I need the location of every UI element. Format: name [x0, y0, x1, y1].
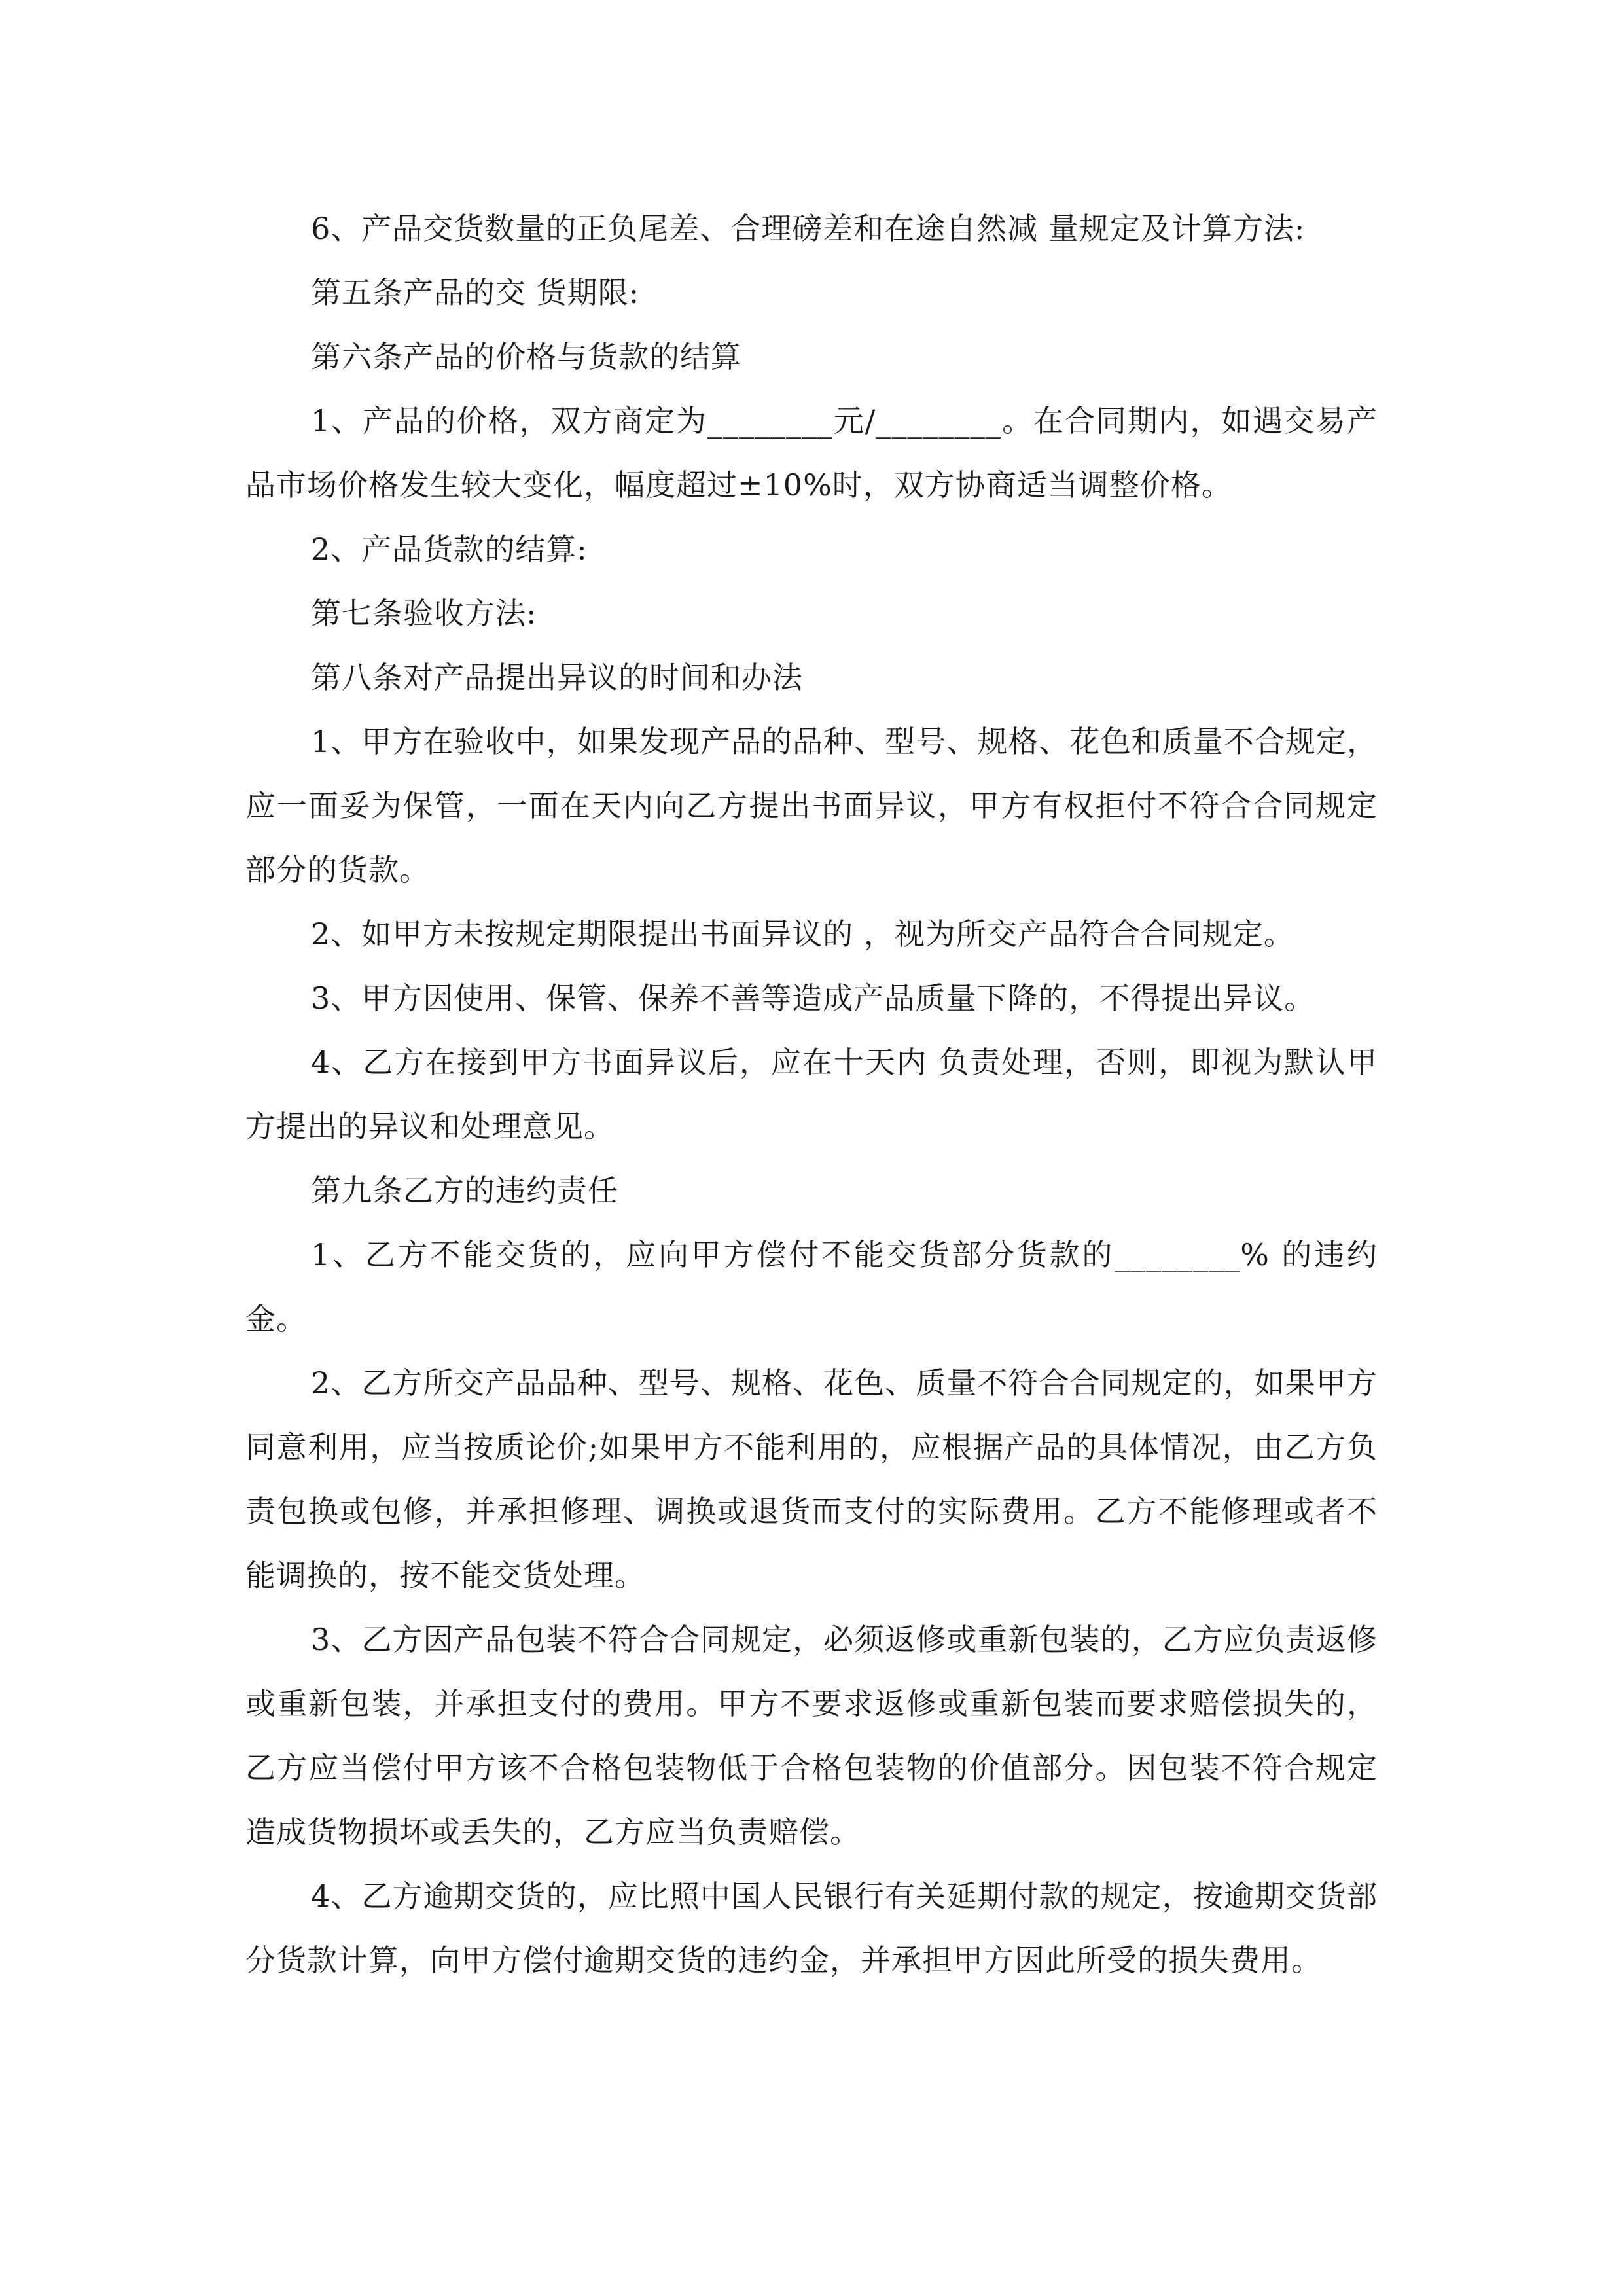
- paragraph-liability-3: 3、乙方因产品包装不符合合同规定，必须返修或重新包装的，乙方应负责返修或重新包装，并承担支付的费用。甲方不要求返修或重新包装而要求赔偿损失的，乙方应当偿付甲方该不合格包装物低于合格包装物的价值部分。因包装不符合规定造成货物损坏或丢失的，乙方应当负责赔偿。: [245, 1622, 1378, 1850]
- paragraph-objection-3: 3、甲方因使用、保管、保养不善等造成产品质量下降的，不得提出异议。: [311, 980, 1315, 1016]
- paragraph-objection-2: 2、如甲方未按规定期限提出书面异议的 ，视为所交产品符合合同规定。: [311, 916, 1294, 952]
- paragraph-quantity-tolerance: 6、产品交货数量的正负尾差、合理磅差和在途自然减 量规定及计算方法:: [311, 211, 1306, 246]
- paragraph-liability-2: 2、乙方所交产品品种、型号、规格、花色、质量不符合合同规定的，如果甲方同意利用，应当按质论价;如果甲方不能利用的，应根据产品的具体情况，由乙方负责包换或包修，并承担修理、调换或退货而支付的实际费用。乙方不能修理或者不能调换的，按不能交货处理。: [245, 1365, 1378, 1593]
- heading-article-8: 第八条对产品提出异议的时间和办法: [311, 660, 803, 695]
- paragraph-price: 1、产品的价格，双方商定为________元/________。在合同期内，如遇交易产品市场价格发生较大变化，幅度超过±10%时，双方协商适当调整价格。: [245, 403, 1378, 503]
- paragraph-settlement: 2、产品货款的结算:: [311, 531, 588, 567]
- paragraph-liability-1: 1、乙方不能交货的，应向甲方偿付不能交货部分货款的________% 的违约金。: [245, 1237, 1378, 1336]
- paragraph-liability-4: 4、乙方逾期交货的，应比照中国人民银行有关延期付款的规定，按逾期交货部分货款计算，向甲方偿付逾期交货的违约金，并承担甲方因此所受的损失费用。: [245, 1878, 1378, 1978]
- heading-article-5: 第五条产品的交 货期限:: [311, 275, 640, 310]
- heading-article-7: 第七条验收方法:: [311, 596, 537, 631]
- paragraph-objection-4: 4、乙方在接到甲方书面异议后，应在十天内 负责处理，否则，即视为默认甲方提出的异议和处理意见。: [245, 1045, 1378, 1144]
- heading-article-9: 第九条乙方的违约责任: [311, 1173, 618, 1208]
- heading-article-6: 第六条产品的价格与货款的结算: [311, 339, 741, 374]
- paragraph-objection-1: 1、甲方在验收中，如果发现产品的品种、型号、规格、花色和质量不合规定，应一面妥为保管，一面在天内向乙方提出书面异议，甲方有权拒付不符合合同规定部分的货款。: [245, 724, 1378, 888]
- document-page: [245, 196, 1378, 1992]
